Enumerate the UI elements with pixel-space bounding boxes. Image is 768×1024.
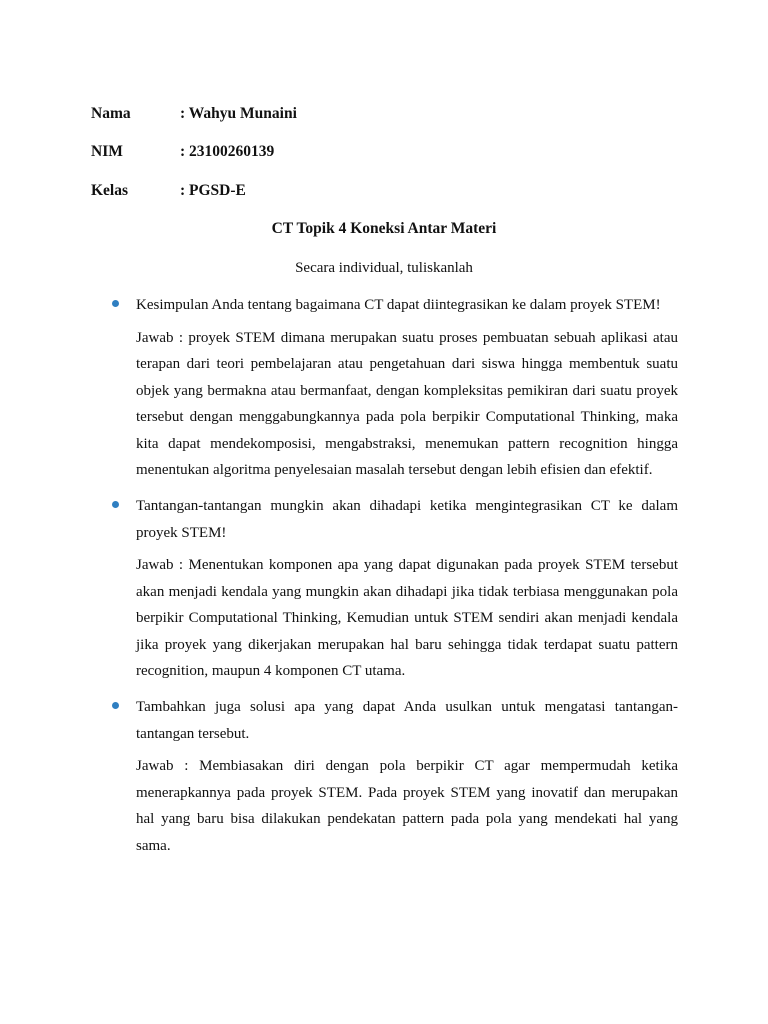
page-title: CT Topik 4 Koneksi Antar Materi [271,220,497,237]
bullet-icon [112,300,119,307]
question-text: Tambahkan juga solusi apa yang dapat Anda usulkan untuk mengatasi tantangan-tantangan tersebut. [136,699,678,742]
nim-label: NIM [91,143,123,160]
nama-row [91,104,297,124]
kelas-label: Kelas [91,182,129,199]
bullet-icon [112,702,119,709]
answer-text: Jawab : Membiasakan diri dengan pola berpikir CT agar mempermudah ketika menerapkannya pada proyek STEM. Pada proyek STEM yang inovatif dan merupakan hal yang baru bisa dilakukan pendekatan pattern pada pola yang mendekati hal yang sama. [136,758,678,854]
list-item [136,292,678,484]
page-subtitle: Secara individual, tuliskanlah [295,260,473,276]
answer-text: Jawab : proyek STEM dimana merupakan suatu proses pembuatan sebuah aplikasi atau terapan dari teori pembelajaran atau pengetahuan dari siswa hingga membentuk suatu objek yang bermakna atau bermanfaat, dengan kompleksitas pemikiran dari suatu proyek tersebut dengan menggabungkannya pada pola berpikir Computational Thinking, maka kita dapat mendekomposisi, mengabstraksi, menemukan pattern recognition hingga menentukan algoritma penyelesaian masalah tersebut dengan lebih efisien dan efektif. [136,329,678,478]
nim-row [91,142,274,162]
kelas-row [91,181,246,201]
list-item [136,493,678,685]
nama-value: : Wahyu Munaini [180,105,297,122]
question-text: Kesimpulan Anda tentang bagaimana CT dapat diintegrasikan ke dalam proyek STEM! [136,297,661,313]
answer-text: Jawab : Menentukan komponen apa yang dapat digunakan pada proyek STEM tersebut akan menjadi kendala yang mungkin akan dihadapi jika tidak terbiasa menggunakan pola berpikir Computational Thinking, Kemudian untuk STEM sendiri akan menjadi kendala jika proyek yang dikerjakan merupakan hal baru sehingga tidak terdapat suatu pattern recognition, maupun 4 komponen CT utama. [136,557,678,679]
kelas-value: : PGSD-E [180,182,246,199]
question-text: Tantangan-tantangan mungkin akan dihadapi ketika mengintegrasikan CT ke dalam proyek STEM! [136,498,678,541]
bullet-icon [112,501,119,508]
list-item [136,694,678,859]
nama-label: Nama [91,105,131,122]
nim-value: : 23100260139 [180,143,275,160]
